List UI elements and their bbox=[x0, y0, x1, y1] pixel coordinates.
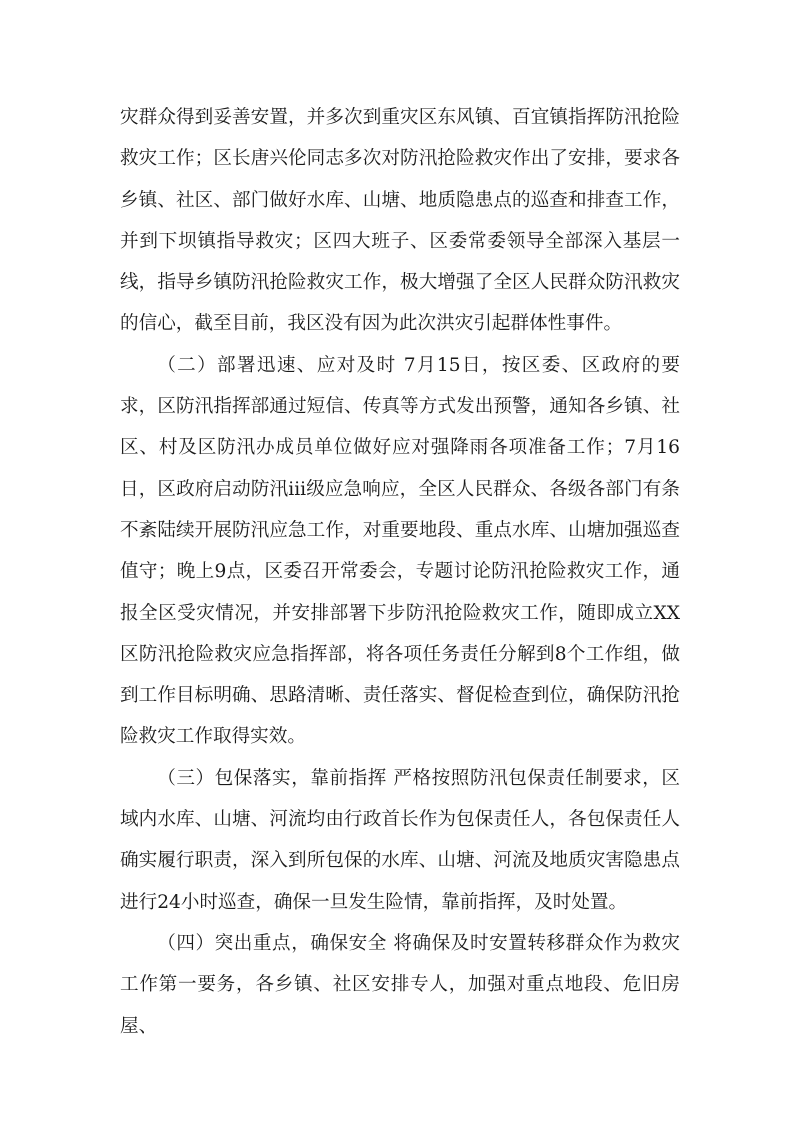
document-body bbox=[120, 97, 680, 1047]
paragraph-4: （四）突出重点，确保安全 将确保及时安置转移群众作为救灾工作第一要务，各乡镇、社区安排专人，加强对重点地段、危旧房屋、 bbox=[120, 932, 680, 1037]
paragraph-3: （三）包保落实，靠前指挥 严格按照防汛包保责任制要求，区域内水库、山塘、河流均由行政首长作为包保责任人，各包保责任人确实履行职责，深入到所包保的水库、山塘、河流及地质灾害隐患点进行24小时巡查，确保一旦发生险情，靠前指挥，及时处置。 bbox=[120, 767, 680, 913]
paragraph-1: 灾群众得到妥善安置，并多次到重灾区东风镇、百宜镇指挥防汛抢险救灾工作；区长唐兴伦同志多次对防汛抢险救灾作出了安排，要求各乡镇、社区、部门做好水库、山塘、地质隐患点的巡查和排查工作，并到下坝镇指导救灾；区四大班子、区委常委领导全部深入基层一线，指导乡镇防汛抢险救灾工作，极大增强了全区人民群众防汛救灾的信心，截至目前，我区没有因为此次洪灾引起群体性事件。 bbox=[120, 107, 680, 335]
paragraph-2: （二）部署迅速、应对及时 7月15日，按区委、区政府的要求，区防汛指挥部通过短信、传真等方式发出预警，通知各乡镇、社区、村及区防汛办成员单位做好应对强降雨各项准备工作；7月16 日，区政府启动防汛iii级应急响应，全区人民群众、各级各部门有条不紊陆续开展防汛应急工作，对重要地段、重点水库、山塘加强巡查值守；晚上9点，区委召开常委会，专题讨论防汛抢险救灾工作，通报全区受灾情况，并安排部署下步防汛抢险救灾工作，随即成立XX区防汛抢险救灾应急指挥部，将各项任务责任分解到8个工作组，做到工作目标明确、思路清晰、责任落实、督促检查到位，确保防汛抢险救灾工作取得实效。 bbox=[120, 354, 680, 748]
